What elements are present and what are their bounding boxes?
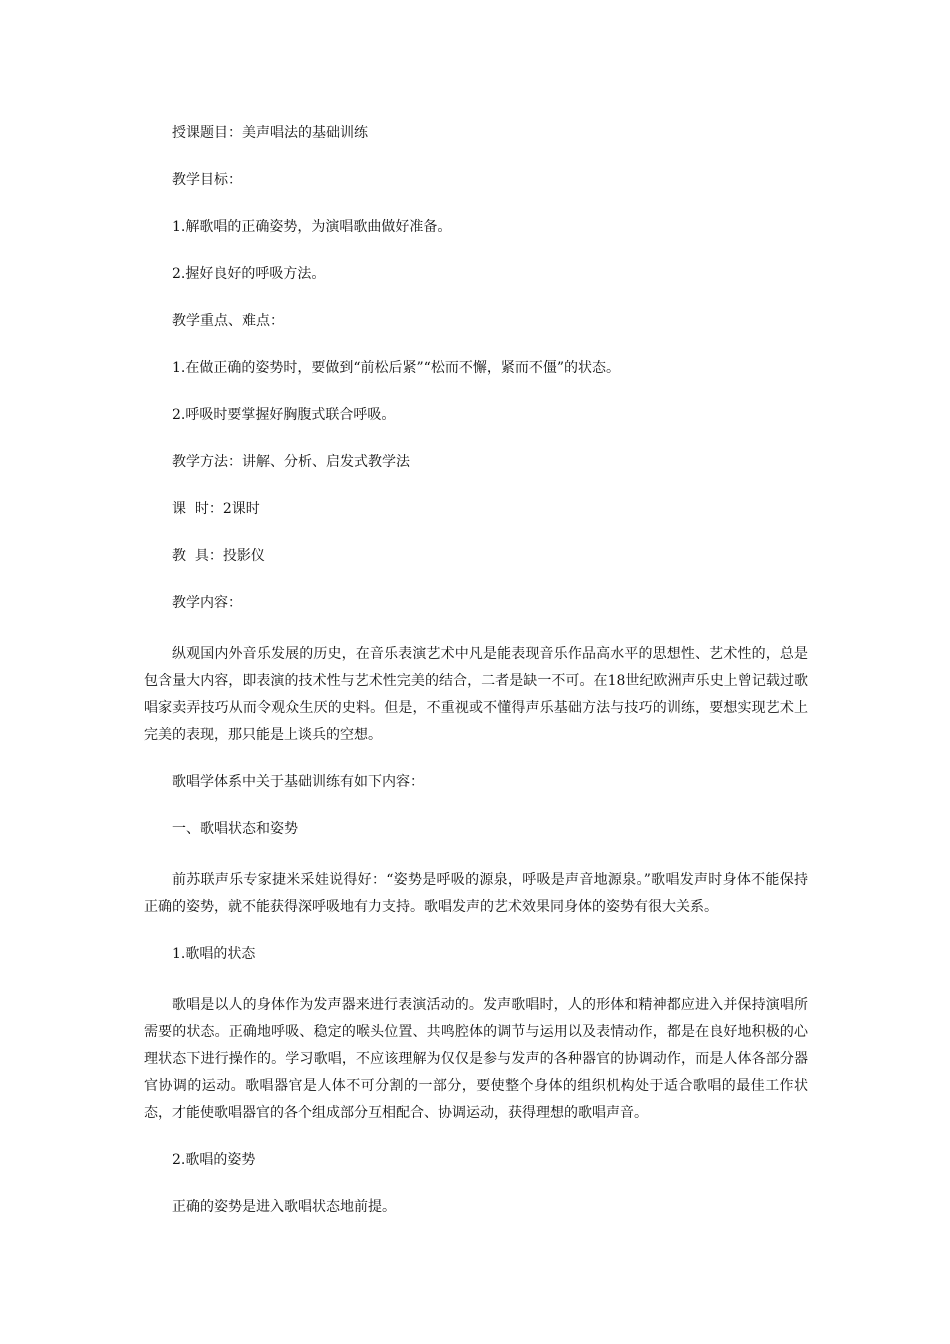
document-page [144, 124, 808, 1245]
class-hours: 课 时：2课时 [172, 501, 260, 517]
focus-item-2: 2.呼吸时要掌握好胸腹式联合呼吸。 [172, 407, 396, 423]
intro-paragraph: 纵观国内外音乐发展的历史，在音乐表演艺术中凡是能表现音乐作品高水平的思想性、艺术性的，总是包含量大内容，即表演的技术性与艺术性完美的结合，二者是缺一不可。在18世纪欧洲声乐史上曾记载过歌唱家卖弄技巧从而令观众生厌的史料。但是，不重视或不懂得声乐基础方法与技巧的训练，要想实现艺术上完美的表现，那只能是上谈兵的空想。 [144, 646, 808, 743]
section-1-heading: 一、歌唱状态和姿势 [172, 821, 298, 837]
lesson-title: 授课题目：美声唱法的基础训练 [172, 125, 368, 141]
focus-heading: 教学重点、难点： [172, 313, 284, 329]
section-1-paragraph: 前苏联声乐专家捷米采娃说得好：“姿势是呼吸的源泉，呼吸是声音地源泉。”歌唱发声时身体不能保持正确的姿势，就不能获得深呼吸地有力支持。歌唱发声的艺术效果同身体的姿势有很大关系。 [144, 872, 808, 915]
subsection-1-heading: 1.歌唱的状态 [172, 946, 256, 962]
subsection-2-heading: 2.歌唱的姿势 [172, 1152, 256, 1168]
focus-item-1: 1.在做正确的姿势时，要做到“前松后紧”“松而不懈，紧而不僵”的状态。 [172, 360, 620, 376]
teaching-tools: 教 具：投影仪 [172, 548, 265, 564]
content-heading: 教学内容： [172, 595, 242, 611]
subsection-1-paragraph: 歌唱是以人的身体作为发声器来进行表演活动的。发声歌唱时，人的形体和精神都应进入并保持演唱所需要的状态。正确地呼吸、稳定的喉头位置、共鸣腔体的调节与运用以及表情动作，都是在良好地积极的心理状态下进行操作的。学习歌唱，不应该理解为仅仅是参与发声的各种器官的协调动作，而是人体各部分器官协调的运动。歌唱器官是人体不可分割的一部分，要使整个身体的组织机构处于适合歌唱的最佳工作状态，才能使歌唱器官的各个组成部分互相配合、协调运动，获得理想的歌唱声音。 [144, 997, 808, 1121]
subsection-2-paragraph: 正确的姿势是进入歌唱状态地前提。 [172, 1199, 396, 1215]
goal-item-1: 1.解歌唱的正确姿势，为演唱歌曲做好准备。 [172, 219, 452, 235]
system-line: 歌唱学体系中关于基础训练有如下内容： [172, 774, 424, 790]
goals-heading: 教学目标： [172, 172, 242, 188]
teaching-method: 教学方法：讲解、分析、启发式教学法 [172, 454, 410, 470]
goal-item-2: 2.握好良好的呼吸方法。 [172, 266, 326, 282]
